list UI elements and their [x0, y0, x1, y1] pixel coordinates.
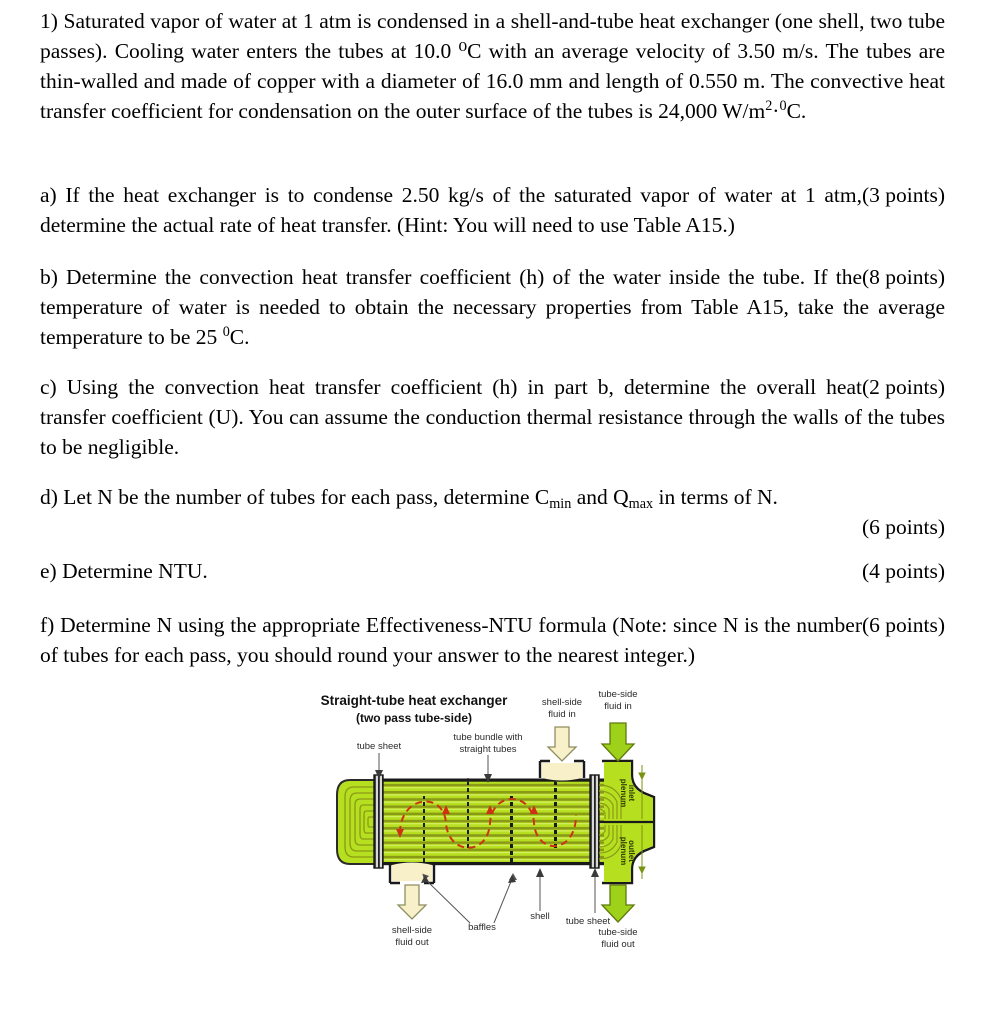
shell-side-out-label-line2: fluid out	[395, 937, 429, 948]
part-d-text-3: in terms of N.	[653, 485, 778, 509]
unit-exponent: 2	[765, 97, 773, 114]
tube-side-out-label-line2: fluid out	[601, 939, 635, 950]
shell-side-in-label-line2: fluid in	[548, 709, 576, 720]
part-f-points: (6 points)	[861, 613, 945, 637]
shell-side-in-label-line1: shell-side	[541, 697, 583, 708]
baffles-label: baffles	[468, 922, 496, 933]
part-e-points: (4 points)	[861, 559, 945, 583]
outlet-plenum-label-line1: outlet	[627, 840, 636, 862]
part-d-text-2: and Q	[571, 485, 629, 509]
outlet-plenum-label-line2: plenum	[619, 836, 628, 866]
part-d-sub-min: min	[549, 495, 572, 512]
part-f	[40, 610, 945, 670]
shell-inlet-nozzle-fill	[542, 763, 582, 781]
part-b-points: (8 points)	[861, 265, 945, 289]
part-c-points: (2 points)	[861, 375, 945, 399]
part-a	[40, 180, 945, 240]
tube-sheet-right	[590, 775, 599, 868]
part-c	[40, 372, 945, 462]
tube-side-in-label-line2: fluid in	[604, 701, 632, 712]
part-b-degree-symbol: 0	[222, 323, 230, 340]
tube-sheet-right-label: tube sheet	[565, 916, 611, 927]
tube-bundle-label-line1: tube bundle with	[453, 732, 523, 743]
unit-middot: ·	[772, 99, 780, 123]
part-f-text: f) Determine N using the appropriate Effectiveness-NTU formula (Note: since N is the number of tubes for each pass, you should round your answer to the nearest integer.)	[40, 613, 862, 667]
part-d-line	[40, 482, 945, 512]
tube-bundle-label-line2: straight tubes	[459, 744, 517, 755]
baffle-1	[423, 796, 426, 864]
inlet-plenum-label-line1: inlet	[627, 784, 636, 802]
shell-label: shell	[530, 911, 550, 922]
tube-sheet-left	[374, 775, 383, 868]
baffle-3	[510, 796, 513, 864]
degree-symbol: 0	[779, 97, 787, 114]
baffle-4	[554, 782, 557, 850]
part-d-sub-max: max	[628, 495, 654, 512]
part-b-celsius: C.	[229, 325, 250, 349]
baffle-2	[467, 782, 470, 850]
tube-sheet-left-label: tube sheet	[356, 741, 402, 752]
heat-exchanger-svg	[318, 683, 678, 951]
part-d-text-1: d) Let N be the number of tubes for each pass, determine C	[40, 485, 550, 509]
figure-title-line2: (two pass tube-side)	[355, 711, 473, 725]
problem-statement-text: 1) Saturated vapor of water at 1 atm is condensed in a shell-and-tube heat exchanger (one shell, two tube passes). Cooling water enters the tubes at 10.0 ⁰C with an average velocity of 3.50 m/s. The tubes are thin-walled and made of copper with a diameter of 16.0 mm and length of 0.550 m. The convective heat transfer coefficient for condensation on the outer surface of the tubes is 24,000 W/m	[40, 9, 945, 123]
part-a-points: (3 points)	[861, 183, 945, 207]
part-d-points: (6 points)	[861, 515, 945, 539]
inlet-plenum-label-line2: plenum	[619, 778, 628, 808]
problem-statement	[40, 6, 945, 126]
shell-side-out-label-line1: shell-side	[391, 925, 433, 936]
part-d	[40, 482, 945, 542]
figure-title-line1: Straight-tube heat exchanger	[320, 693, 508, 708]
unit-celsius: C.	[786, 99, 807, 123]
tube-bundle	[383, 782, 605, 862]
part-a-text: a) If the heat exchanger is to condense 2.50 kg/s of the saturated vapor of water at 1 atm, determine the actual rate of heat transfer. (Hint: You will need to use Table A15.)	[40, 183, 862, 237]
part-e	[40, 556, 945, 586]
tube-side-in-label-line1: tube-side	[598, 689, 638, 700]
part-c-text: c) Using the convection heat transfer coefficient (h) in part b, determine the overall heat transfer coefficient (U). You can assume the conduction thermal resistance through the walls of the tubes to be negligible.	[40, 375, 945, 459]
part-b	[40, 262, 945, 352]
tube-side-out-label-line1: tube-side	[598, 927, 638, 938]
part-b-text: b) Determine the convection heat transfer coefficient (h) of the water inside the tube. If the temperature of water is needed to obtain the necessary properties from Table A15, take the average temperature to be 25	[40, 265, 945, 349]
part-e-text: e) Determine NTU.	[40, 559, 208, 583]
heat-exchanger-diagram	[318, 683, 678, 951]
